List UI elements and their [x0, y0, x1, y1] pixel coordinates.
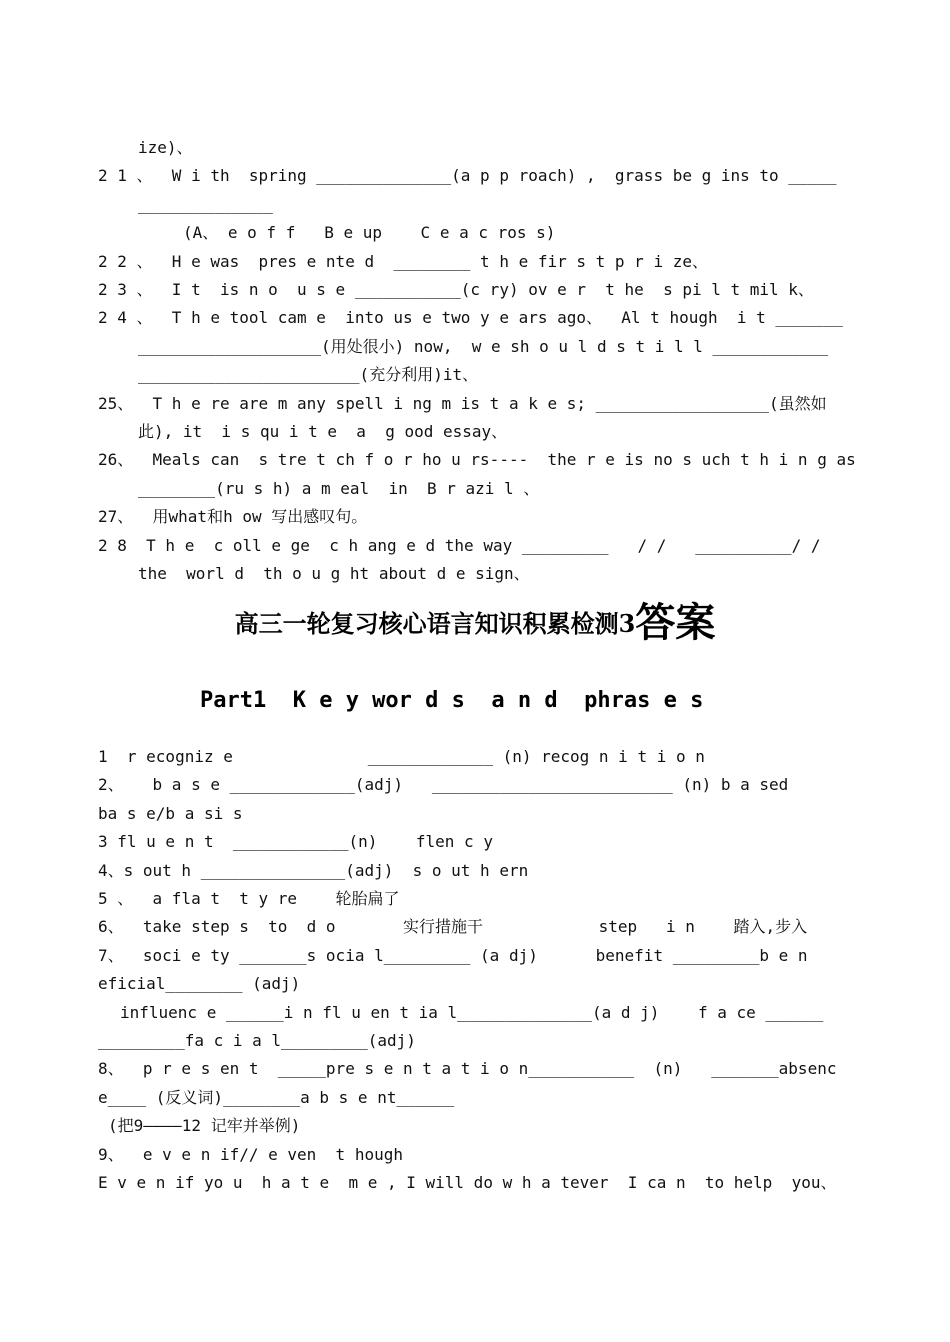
question-21: 2 1 、 W i th spring ______________(a p p roach) , grass be g ins to _____	[98, 166, 837, 185]
title-suffix: 答案	[635, 599, 716, 646]
question-23: 2 3 、 I t is n o u s e ___________(c ry) ov e r t he s pi l t mil k、	[98, 280, 814, 299]
answer-options: (A、 e o f f B e up C e a c ros s)	[183, 223, 556, 242]
text-line: 此), it i s qu i t e a g ood essay、	[138, 422, 508, 441]
answer-line: 3 fl u e n t ____________(n) flen c y	[98, 832, 493, 851]
text-line: the worl d th o u g ht about d e sign、	[138, 564, 530, 583]
question-26: 26、 Meals can s tre t ch f o r ho u rs---- the r e is no s uch t h i n g as	[98, 450, 856, 469]
answer-line: 1 r ecogniz e _____________ (n) recog n i t i o n	[98, 747, 705, 766]
text-line: ___________________(用处很小) now, w e sh o u l d s t i l l ____________	[138, 337, 829, 356]
answer-line: e____ (反义词)________a b s e nt______	[98, 1088, 455, 1107]
answer-line: 2、 b a s e _____________(adj) _________________________ (n) b a sed	[98, 775, 789, 794]
page-title	[0, 598, 950, 648]
answer-line: _________fa c i a l_________(adj)	[98, 1031, 416, 1050]
answer-line: 7、 soci e ty _______s ocia l_________ (a dj) benefit _________b e n	[98, 946, 808, 965]
section-heading: Part1 K e y wor d s a n d phras e s	[200, 688, 704, 713]
question-27: 27、 用what和h ow 写出感叹句。	[98, 507, 368, 526]
question-28: 2 8 T h e c oll e ge c h ang e d the way _________ / / __________/ /	[98, 536, 821, 555]
answer-line: 8、 p r e s en t _____pre s e n t a t i o n___________ (n) _______absenc	[98, 1059, 837, 1078]
answer-line: 4、s out h _______________(adj) s o ut h ern	[98, 861, 529, 880]
text-line: _______________________(充分利用)it、	[138, 365, 479, 384]
answer-line: ba s e/b a si s	[98, 804, 243, 823]
answer-line: 6、 take step s to d o 实行措施干 step i n 踏入,步入	[98, 917, 808, 936]
answer-line: 5 、 a fla t t y re 轮胎扁了	[98, 889, 400, 908]
answer-line: influenc e ______i n fl u en t ia l______________(a d j) f a ce ______	[120, 1003, 824, 1022]
example-sentence: E v e n if yo u h a t e m e , I will do w h a tever I ca n to help you、	[98, 1173, 837, 1192]
answer-line: eficial________ (adj)	[98, 974, 301, 993]
text-line: ________(ru s h) a m eal in B r azi l 、	[138, 479, 540, 498]
text-line: ize)、	[138, 138, 193, 157]
answer-line: 9、 e v e n if// e ven t hough	[98, 1145, 403, 1164]
question-22: 2 2 、 H e was pres e nte d ________ t h e fir s t p r i ze、	[98, 252, 708, 271]
answer-note: (把9————12 记牢并举例)	[108, 1116, 301, 1135]
title-main: 高三一轮复习核心语言知识积累检测3	[234, 609, 636, 638]
question-25: 25、 T h e re are m any spell i ng m is t a k e s; __________________(虽然如	[98, 394, 827, 413]
question-24: 2 4 、 T h e tool cam e into us e two y e ars ago、 Al t hough i t _______	[98, 308, 843, 327]
text-line: ______________	[138, 195, 273, 214]
